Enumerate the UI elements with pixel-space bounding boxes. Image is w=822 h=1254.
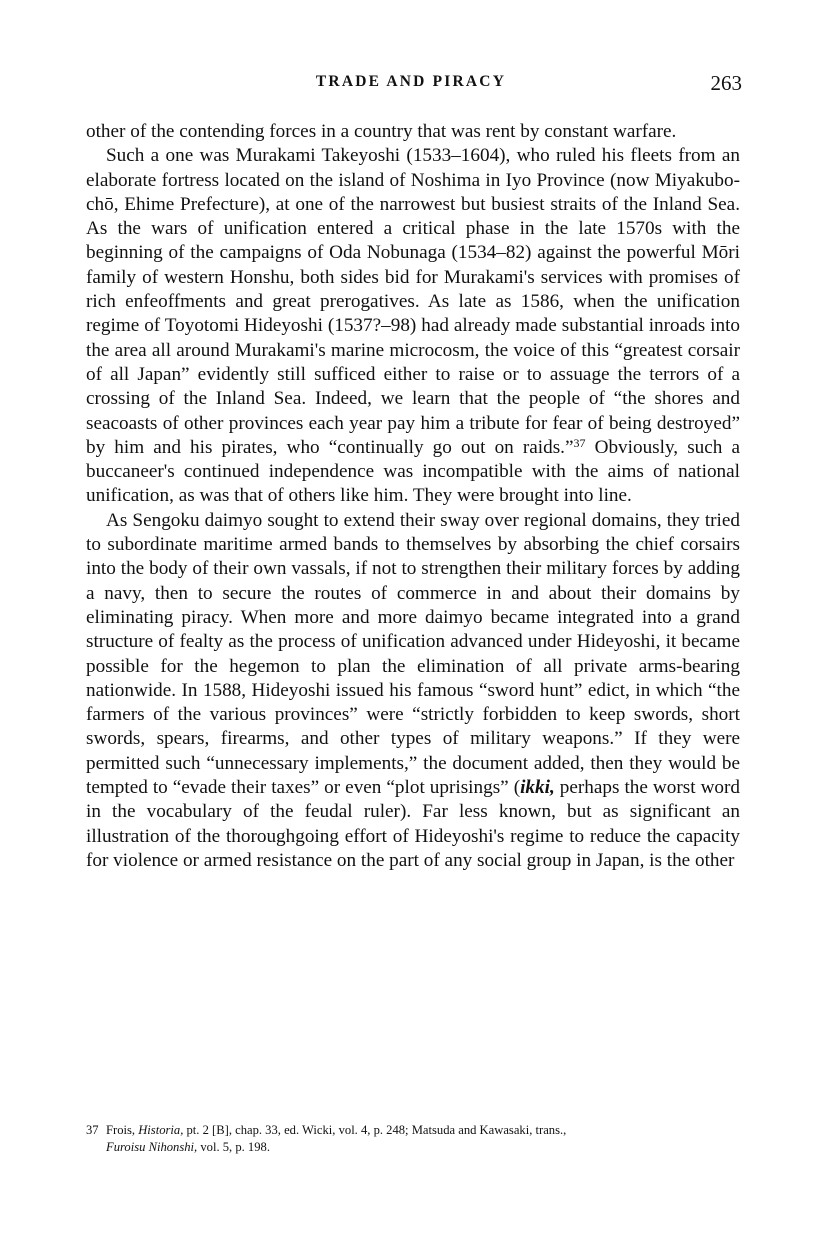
paragraph-2-text-a: Such a one was Murakami Takeyoshi (1533–1604), who ruled his fleets from an elaborate fortress located on the island of Noshima in Iyo Province (now Miyakubo-chō, Ehime Prefecture), at one of the narrowest but busiest straits of the Inland Sea. As the wars of unification entered a critical phase in the late 1570s with the beginning of the campaigns of Oda Nobunaga (1534–82) against the powerful Mōri family of western Honshu, both sides bid for Murakami's services with promises of rich enfeoffments and great prerogatives. As late as 1586, when the unification regime of Toyotomi Hideyoshi (1537?–98) had already made substantial inroads into the area all around Murakami's marine microcosm, the voice of this “greatest corsair of all Japan” evidently still sufficed either to raise or to assuage the terrors of a crossing of the Inland Sea. Indeed, we learn that the people of “the shores and seacoasts of other provinces each year pay him a tribute for fear of being destroyed” by him and his pirates, who “continually go out on raids.” xyxy=(86,145,740,458)
running-head xyxy=(0,71,822,97)
footnote-number: 37 xyxy=(86,1123,99,1137)
paragraph-continuation xyxy=(86,120,740,144)
paragraph-1-text: other of the contending forces in a country that was rent by constant warfare. xyxy=(86,121,677,142)
footnote-reference-37: 37 xyxy=(573,435,586,450)
paragraph-3-text-b: perhaps the worst word in the vocabulary of the feudal ruler). Far less known, but as significant an illustration of the thoroughgoing effort of Hideyoshi's regime to reduce the capacity for violence or armed resistance on the part of any social group in Japan, is the other xyxy=(86,777,741,871)
footnote-citation-2: vol. 5, p. 198. xyxy=(197,1140,270,1154)
body-text xyxy=(86,120,740,873)
paragraph-3-term-ikki: ikki, xyxy=(520,777,555,799)
footnote-author: Frois, xyxy=(106,1123,139,1137)
paragraph-2-text-b: Obviously, such a buccaneer's continued independence was incompatible with the aims of national unification, as was that of others like him. They were brought into line. xyxy=(86,436,740,507)
footnote-title-nihonshi: Furoisu Nihonshi, xyxy=(106,1140,198,1154)
paragraph-3-text-a: As Sengoku daimyo sought to extend their sway over regional domains, they tried to subordinate maritime armed bands to themselves by absorbing the chief corsairs into the body of their own vassals, if not to strengthen their military forces by adding a navy, then to secure the routes of commerce in and about their domains by eliminating piracy. When more and more daimyo became integrated into a grand structure of fealty as the process of unification advanced under Hideyoshi, it became possible for the hegemon to plan the elimination of all private arms-bearing nationwide. In 1588, Hideyoshi issued his famous “sword hunt” edict, in which “the farmers of the various provinces” were “strictly forbidden to keep swords, short swords, spears, firearms, and other types of military weapons.” If they were permitted such “unnecessary implements,” the document added, then they would be tempted to “evade their taxes” or even “plot uprisings” ( xyxy=(86,509,740,799)
page-number: 263 xyxy=(710,71,742,95)
footnotes xyxy=(86,1122,740,1156)
footnote-line-2 xyxy=(86,1139,740,1156)
footnote-37 xyxy=(86,1122,740,1156)
paragraph-sword-hunt xyxy=(86,509,740,873)
running-title: TRADE AND PIRACY xyxy=(315,73,507,90)
footnote-line-1 xyxy=(86,1122,740,1139)
paragraph-murakami xyxy=(86,144,740,508)
footnote-citation-1: pt. 2 [B], chap. 33, ed. Wicki, vol. 4, p. 248; Matsuda and Kawasaki, trans., xyxy=(183,1123,567,1137)
footnote-title-historia: Historia, xyxy=(138,1123,184,1137)
